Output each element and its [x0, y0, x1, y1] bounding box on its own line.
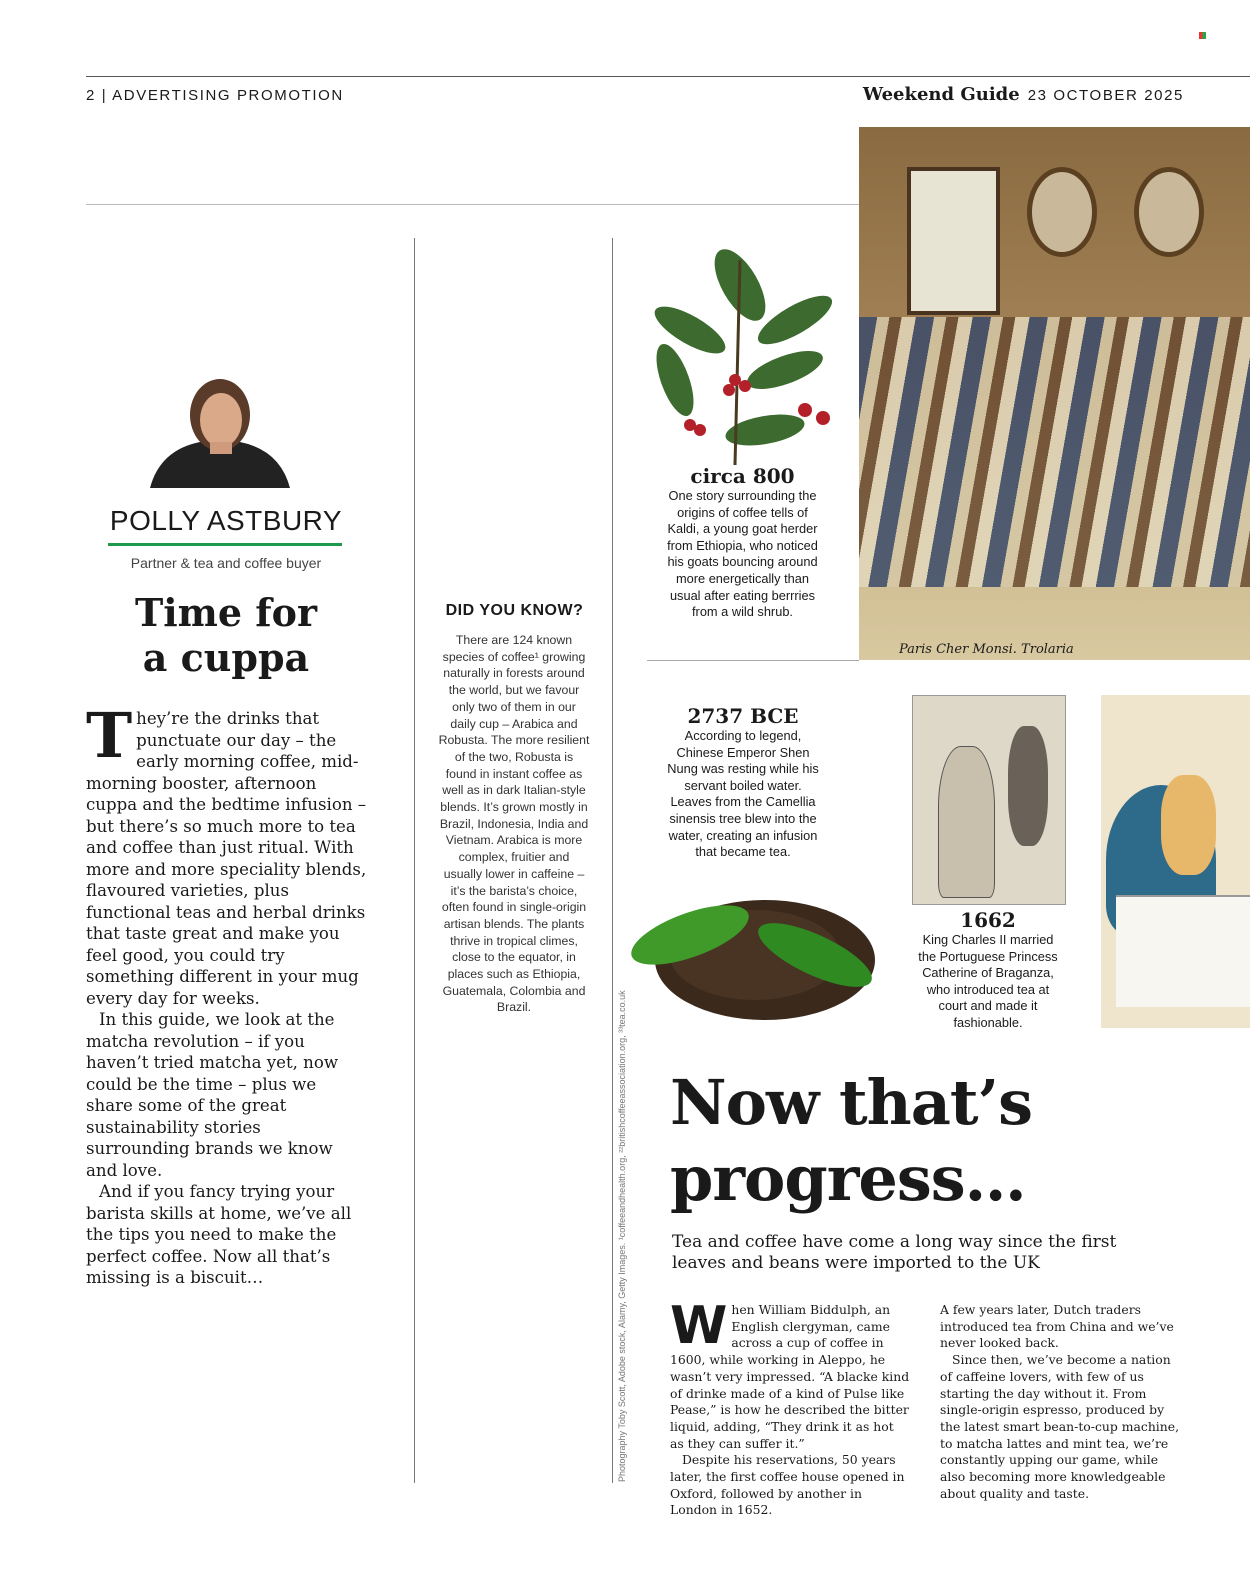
headline-line: progress… [670, 1142, 1026, 1215]
column-divider [612, 238, 613, 1483]
page-number: 2 [86, 87, 96, 104]
timeline-year: 1662 [960, 908, 1016, 932]
portrait-oval [1027, 167, 1097, 257]
dropcap: W [670, 1296, 728, 1356]
intro-title [86, 590, 366, 680]
timeline-year: 2737 BCE [687, 704, 799, 728]
timeline-year: circa 800 [690, 464, 795, 488]
title-line: a cuppa [142, 635, 310, 680]
coffee-plant-illustration [645, 240, 840, 465]
page-header-right [863, 84, 1184, 105]
feature-paragraph: hen William Biddulph, an English clergyman, came across a cup of coffee in 1600, while working in Aleppo, he wasn’t very impressed. “A blacke kind of drinke made of a kind of Pulse like Pease,” is how he described the bitter liquid, adding, “They drink it as hot as they can suffer it.” [670, 1302, 910, 1451]
headline-line: Now that’s [670, 1066, 1032, 1139]
engraving-caption: Paris Cher Monsi. Trolaria [899, 642, 1074, 657]
author-role: Partner & tea and coffee buyer [130, 555, 322, 571]
tea-leaves-photo [625, 870, 883, 1035]
table [1116, 895, 1250, 1007]
royal-court-illustration [912, 695, 1066, 905]
feature-paragraph: Since then, we’ve become a nation of caffeine lovers, with few of us starting the day without it. From single-origin espresso, produced by the latest smart bean-to-cup machine, to matcha lattes and mint tea, we’re constantly upping our game, while also becoming more knowledgeable about quality and taste. [940, 1352, 1180, 1501]
title-line: Time for [134, 590, 318, 635]
photo-credit: Photography Toby Scott, Adobe stock, Alamy, Getty Images. ¹coffeeandhealth.org, ²²britishcoffeeassociation.org, ³³tea.co.uk [617, 990, 627, 1482]
feature-column-1 [670, 1296, 910, 1519]
column-divider [414, 238, 415, 1483]
section-label: ADVERTISING PROMOTION [112, 87, 344, 104]
issue-date: 23 OCTOBER 2025 [1027, 87, 1184, 104]
publication-name: Weekend Guide [862, 84, 1020, 105]
timeline-entry-2737bce [663, 704, 823, 861]
window [907, 167, 1000, 315]
alice-figure [1161, 775, 1216, 875]
colour-registration-mark [1199, 32, 1206, 39]
did-you-know-heading: DID YOU KNOW? [445, 602, 584, 619]
figure [1008, 726, 1048, 846]
timeline-rule [647, 660, 859, 661]
timeline-text: According to legend, Chinese Emperor Shen Nung was resting while his servant boiled water. Leaves from the Camellia sinensis tree blew into the water, creating an infusion that became tea. [667, 728, 819, 860]
figure [938, 746, 995, 898]
crowd [859, 317, 1250, 587]
intro-paragraph: In this guide, we look at the matcha revolution – if you haven’t tried matcha yet, now could be the time – plus we share some of the great sustainability stories surrounding brands we know and love. [86, 1010, 339, 1180]
timeline-entry-1662 [912, 908, 1064, 1032]
page-header-left: 2 | ADVERTISING PROMOTION [86, 87, 344, 104]
header-rule [86, 76, 1250, 77]
author-name: POLLY ASTBURY [109, 505, 343, 536]
dropcap: T [86, 699, 133, 772]
feature-paragraph: Despite his reservations, 50 years later, the first coffee house opened in Oxford, followed by another in London in 1652. [670, 1452, 905, 1518]
intro-paragraph: And if you fancy trying your barista skills at home, we’ve all the tips you need to make the perfect coffee. Now all that’s missing is a biscuit… [86, 1182, 352, 1287]
coffee-house-engraving [859, 127, 1250, 660]
intro-paragraph: hey’re the drinks that punctuate our day – the early morning coffee, mid-morning booster, afternoon cuppa and the bedtime infusion – but there’s so much more to tea and coffee than just ritual. With more and more speciality blends, flavoured varieties, plus functional teas and herbal drinks that taste great and make you feel good, you could try something different in your mug every day for weeks. [86, 709, 367, 1008]
feature-column-2 [940, 1302, 1180, 1502]
author-photo [150, 370, 290, 488]
did-you-know-text: There are 124 known species of coffee¹ growing naturally in forests around the world, but we favour only two of them in our daily cup – Arabica and Robusta. The more resilient of the two, Robusta is found in instant coffee as well as in dark Italian-style blends. It’s grown mostly in Brazil, Indonesia, India and Vietnam. Arabica is more complex, fruitier and usually lower in caffeine – it’s the barista’s choice, often found in single-origin artisan blends. The plants thrive in tropical climes, close to the equator, in places such as Ethiopia, Guatemala, Colombia and Brazil. [438, 633, 590, 1015]
timeline-entry-800 [660, 464, 825, 621]
top-section-rule [86, 204, 860, 205]
feature-paragraph: A few years later, Dutch traders introduced tea from China and we’ve never looked back. [940, 1302, 1174, 1351]
intro-body [86, 699, 368, 1289]
portrait-oval [1134, 167, 1204, 257]
author-name-underline [108, 543, 342, 546]
alice-tea-party-illustration [1101, 695, 1250, 1028]
timeline-text: King Charles II married the Portuguese Princess Catherine of Braganza, who introduced tea at court and made it fashionable. [918, 932, 1058, 1030]
feature-standfirst: Tea and coffee have come a long way since the first leaves and beans were imported to the UK [672, 1232, 1117, 1273]
timeline-text: One story surrounding the origins of coffee tells of Kaldi, a young goat herder from Ethiopia, who noticed his goats bouncing around more energetically than usual after eating berrries from a wild shrub. [667, 488, 818, 620]
feature-headline [670, 1065, 1032, 1217]
